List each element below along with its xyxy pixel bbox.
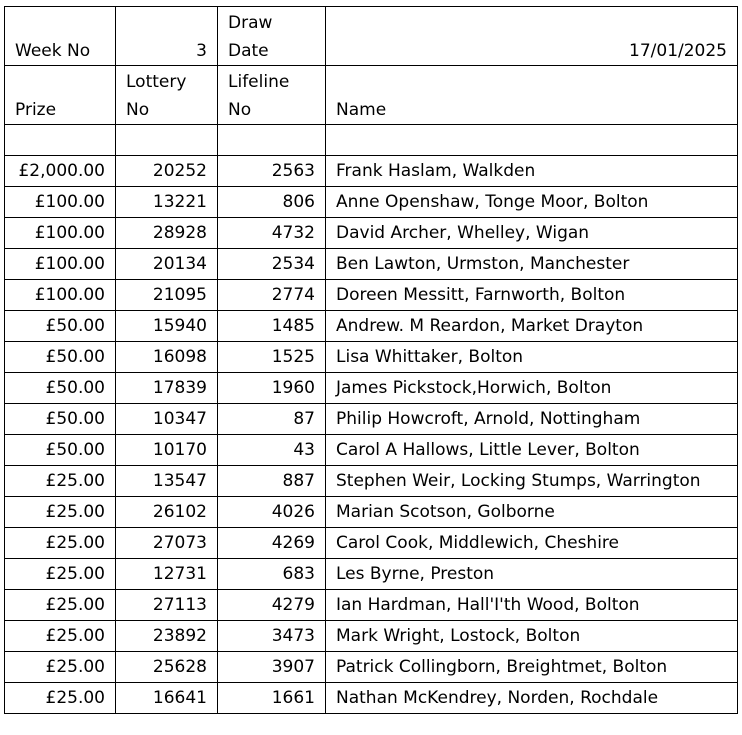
table-row: [5, 373, 738, 404]
table-row: [5, 218, 738, 249]
col-header-lottery-line2: No: [126, 100, 150, 120]
prize-cell: £50.00: [5, 342, 116, 373]
draw-date-label-line2: Date: [228, 41, 269, 61]
lottery-no-cell: 16641: [116, 683, 218, 714]
week-value: 3: [116, 7, 218, 66]
lifeline-no-cell: 3473: [218, 621, 326, 652]
results-table: [4, 6, 738, 714]
table-row: [5, 528, 738, 559]
lifeline-no-cell: 4026: [218, 497, 326, 528]
name-cell: James Pickstock,Horwich, Bolton: [326, 373, 738, 404]
table-row: [5, 311, 738, 342]
col-header-name: Name: [326, 66, 738, 125]
blank-cell: [326, 125, 738, 156]
lottery-no-cell: 27113: [116, 590, 218, 621]
lifeline-no-cell: 43: [218, 435, 326, 466]
lifeline-no-cell: 1525: [218, 342, 326, 373]
table-row: [5, 590, 738, 621]
table-row: [5, 559, 738, 590]
prize-cell: £100.00: [5, 218, 116, 249]
lottery-no-cell: 27073: [116, 528, 218, 559]
lifeline-no-cell: 806: [218, 187, 326, 218]
lottery-no-cell: 12731: [116, 559, 218, 590]
table-row: [5, 404, 738, 435]
prize-cell: £25.00: [5, 683, 116, 714]
col-header-lifeline-line2: No: [228, 100, 252, 120]
name-cell: Patrick Collingborn, Breightmet, Bolton: [326, 652, 738, 683]
name-cell: Philip Howcroft, Arnold, Nottingham: [326, 404, 738, 435]
prize-cell: £25.00: [5, 497, 116, 528]
prize-cell: £25.00: [5, 528, 116, 559]
lottery-no-cell: 20252: [116, 156, 218, 187]
blank-cell: [218, 125, 326, 156]
column-header-row: [5, 66, 738, 125]
name-cell: Marian Scotson, Golborne: [326, 497, 738, 528]
name-cell: Ian Hardman, Hall'I'th Wood, Bolton: [326, 590, 738, 621]
name-cell: Les Byrne, Preston: [326, 559, 738, 590]
lifeline-no-cell: 1960: [218, 373, 326, 404]
name-cell: Anne Openshaw, Tonge Moor, Bolton: [326, 187, 738, 218]
week-label: Week No: [5, 7, 116, 66]
col-header-lifeline-line1: Lifeline: [228, 72, 290, 92]
table-row: [5, 652, 738, 683]
prize-cell: £100.00: [5, 280, 116, 311]
name-cell: Andrew. M Reardon, Market Drayton: [326, 311, 738, 342]
col-header-lottery: [116, 66, 218, 125]
lifeline-no-cell: 4279: [218, 590, 326, 621]
name-cell: Carol Cook, Middlewich, Cheshire: [326, 528, 738, 559]
lottery-no-cell: 13221: [116, 187, 218, 218]
name-cell: Doreen Messitt, Farnworth, Bolton: [326, 280, 738, 311]
lottery-no-cell: 28928: [116, 218, 218, 249]
lottery-no-cell: 20134: [116, 249, 218, 280]
lifeline-no-cell: 4269: [218, 528, 326, 559]
lifeline-no-cell: 683: [218, 559, 326, 590]
table-row: [5, 249, 738, 280]
name-cell: Frank Haslam, Walkden: [326, 156, 738, 187]
table-row: [5, 156, 738, 187]
lifeline-no-cell: 4732: [218, 218, 326, 249]
lifeline-no-cell: 87: [218, 404, 326, 435]
lifeline-no-cell: 1485: [218, 311, 326, 342]
lottery-no-cell: 26102: [116, 497, 218, 528]
prize-cell: £25.00: [5, 652, 116, 683]
prize-cell: £25.00: [5, 466, 116, 497]
lottery-no-cell: 25628: [116, 652, 218, 683]
week-row: [5, 7, 738, 66]
name-cell: Nathan McKendrey, Norden, Rochdale: [326, 683, 738, 714]
prize-cell: £25.00: [5, 621, 116, 652]
name-cell: David Archer, Whelley, Wigan: [326, 218, 738, 249]
table-row: [5, 187, 738, 218]
name-cell: Ben Lawton, Urmston, Manchester: [326, 249, 738, 280]
lifeline-no-cell: 1661: [218, 683, 326, 714]
prize-cell: £2,000.00: [5, 156, 116, 187]
name-cell: Lisa Whittaker, Bolton: [326, 342, 738, 373]
blank-cell: [116, 125, 218, 156]
lottery-no-cell: 16098: [116, 342, 218, 373]
table-row: [5, 435, 738, 466]
table-row: [5, 466, 738, 497]
table-row: [5, 497, 738, 528]
lottery-no-cell: 13547: [116, 466, 218, 497]
lottery-no-cell: 10170: [116, 435, 218, 466]
name-cell: Carol A Hallows, Little Lever, Bolton: [326, 435, 738, 466]
prize-cell: £25.00: [5, 559, 116, 590]
prize-cell: £50.00: [5, 404, 116, 435]
prize-cell: £25.00: [5, 590, 116, 621]
table-row: [5, 621, 738, 652]
draw-date-label: [218, 7, 326, 66]
name-cell: Stephen Weir, Locking Stumps, Warrington: [326, 466, 738, 497]
lifeline-no-cell: 2563: [218, 156, 326, 187]
table-row: [5, 683, 738, 714]
lottery-no-cell: 17839: [116, 373, 218, 404]
lottery-no-cell: 23892: [116, 621, 218, 652]
lifeline-no-cell: 2774: [218, 280, 326, 311]
draw-date-label-line1: Draw: [228, 13, 273, 33]
prize-cell: £100.00: [5, 249, 116, 280]
lottery-no-cell: 10347: [116, 404, 218, 435]
name-cell: Mark Wright, Lostock, Bolton: [326, 621, 738, 652]
table-row: [5, 342, 738, 373]
draw-date-value: 17/01/2025: [326, 7, 738, 66]
table-row: [5, 280, 738, 311]
lottery-no-cell: 21095: [116, 280, 218, 311]
blank-row: [5, 125, 738, 156]
prize-cell: £50.00: [5, 435, 116, 466]
lifeline-no-cell: 3907: [218, 652, 326, 683]
blank-cell: [5, 125, 116, 156]
lifeline-no-cell: 2534: [218, 249, 326, 280]
col-header-lottery-line1: Lottery: [126, 72, 187, 92]
prize-cell: £50.00: [5, 311, 116, 342]
prize-cell: £50.00: [5, 373, 116, 404]
lifeline-no-cell: 887: [218, 466, 326, 497]
lottery-no-cell: 15940: [116, 311, 218, 342]
col-header-lifeline: [218, 66, 326, 125]
col-header-prize: Prize: [5, 66, 116, 125]
prize-cell: £100.00: [5, 187, 116, 218]
